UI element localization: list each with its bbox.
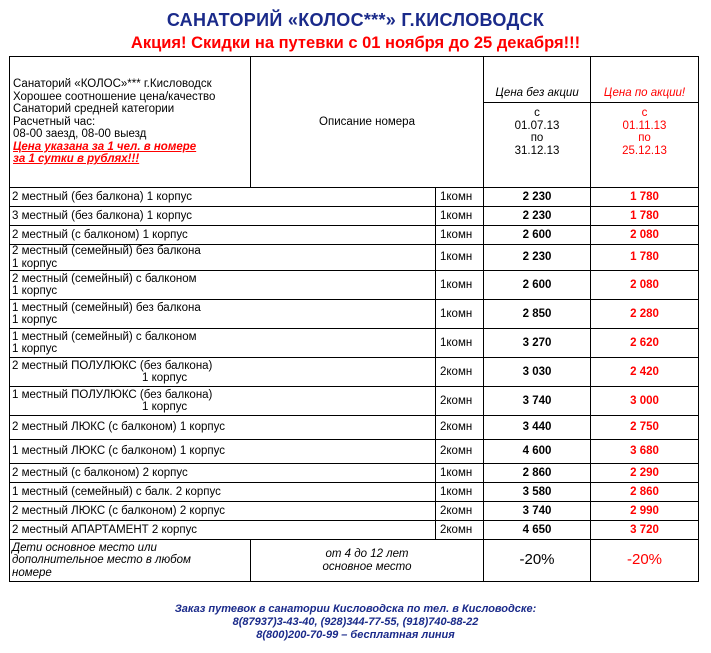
regular-date-line: по [530,132,544,145]
table-row [10,464,699,483]
room-name-line: 1 местный (семейный) с балконом [12,330,197,343]
room-name-line: 1 местный (семейный) с балк. 2 корпус [12,485,221,498]
room-count: 1комн [436,464,484,483]
description-header: Описание номера [251,57,484,188]
regular-price: 2 230 [484,207,591,226]
room-name-line: 1 корпус [12,285,58,297]
promo-date-line: с [641,107,648,120]
room-count: 2комн [436,416,484,440]
room-name-line: 1 местный ПОЛУЛЮКС (без балкона) [12,388,213,401]
regular-price-header [484,57,591,188]
table-row [10,188,699,207]
room-name [10,440,436,464]
table-row [10,226,699,245]
room-name-line: 3 местный (без балкона) 1 корпус [12,209,192,222]
room-name-line: 2 местный (с балконом) 2 корпус [12,466,188,479]
children-promo-discount: -20% [591,540,699,582]
table-row [10,245,699,271]
children-age-line: основное место [322,560,412,573]
room-name-line: 1 местный (семейный) без балкона [12,301,201,314]
room-name [10,521,436,540]
children-label-line: дополнительное место в любом [12,554,191,567]
room-name-line: 1 корпус [12,257,58,270]
room-count: 1комн [436,329,484,358]
regular-price: 3 740 [484,502,591,521]
children-label-line: номере [12,566,52,579]
room-name [10,416,436,440]
regular-price: 2 230 [484,245,591,271]
info-line: Санаторий средней категории [13,103,175,116]
promo-price: 2 290 [591,464,699,483]
info-line: Хорошее соотношение цена/качество [13,90,216,103]
regular-price: 3 740 [484,387,591,416]
room-name-line: 2 местный (семейный) с балконом [12,272,197,285]
children-age [251,540,484,582]
regular-price: 2 860 [484,464,591,483]
room-count: 2комн [436,440,484,464]
promo-price: 1 780 [591,245,699,271]
info-line: 08-00 заезд, 08-00 выезд [13,128,147,141]
page-title: САНАТОРИЙ «КОЛОС***» Г.КИСЛОВОДСК [166,10,545,30]
room-name-line: 2 местный (без балкона) 1 корпус [12,190,192,203]
room-count: 1комн [436,483,484,502]
contacts-line: 8(87937)3-43-40, (928)344-77-55, (918)740-88-22 [232,616,479,628]
room-name-line: 1 местный ЛЮКС (с балконом) 1 корпус [12,445,225,458]
room-count: 1комн [436,271,484,300]
room-name [10,188,436,207]
children-row [10,540,699,582]
regular-price: 3 440 [484,416,591,440]
contacts-line: 8(800)200-70-99 – бесплатная линия [256,629,455,641]
room-name-line: 2 местный АПАРТАМЕНТ 2 корпус [12,523,198,536]
regular-price: 2 850 [484,300,591,329]
table-row [10,521,699,540]
room-count: 1комн [436,188,484,207]
room-name [10,271,436,300]
room-name-line: 2 местный ЛЮКС (с балконом) 1 корпус [12,421,225,434]
promo-price: 2 620 [591,329,699,358]
regular-price: 3 270 [484,329,591,358]
promo-banner: Акция! Скидки на путевки с 01 ноября до 25 декабря!!! [130,34,581,52]
room-count: 1комн [436,226,484,245]
promo-price: 2 080 [591,271,699,300]
room-count: 1комн [436,207,484,226]
table-row [10,207,699,226]
room-name-line: 1 корпус [142,372,188,384]
room-name [10,226,436,245]
room-count: 1комн [436,245,484,271]
table-row [10,271,699,300]
promo-price: 1 780 [591,188,699,207]
regular-price: 2 600 [484,226,591,245]
room-name [10,245,436,271]
children-regular-discount: -20% [484,540,591,582]
room-count: 2комн [436,387,484,416]
room-name [10,464,436,483]
regular-price: 2 600 [484,271,591,300]
room-name [10,329,436,358]
regular-price: 4 600 [484,440,591,464]
promo-price: 2 280 [591,300,699,329]
promo-date-line: 25.12.13 [622,144,667,157]
table-row [10,440,699,464]
promo-price-title: Цена по акции! [591,87,698,104]
room-count: 2комн [436,502,484,521]
info-line: Санаторий «КОЛОС»*** г.Кисловодск [13,78,212,91]
promo-price: 2 750 [591,416,699,440]
promo-price: 3 000 [591,387,699,416]
contacts-line: Заказ путевок в санатории Кисловодска по тел. в Кисловодске: [174,603,537,615]
regular-date-line: 01.07.13 [514,119,560,132]
promo-price: 3 680 [591,440,699,464]
table-row [10,358,699,387]
room-name-line: 1 корпус [12,314,58,326]
regular-date-line: с [534,107,540,120]
room-name-line: 1 корпус [12,343,58,355]
regular-price: 3 580 [484,483,591,502]
room-count: 2комн [436,358,484,387]
room-name-line: 2 местный (семейный) без балкона [12,245,201,257]
table-row [10,483,699,502]
room-name [10,502,436,521]
price-table [9,56,699,582]
promo-price: 3 720 [591,521,699,540]
price-note: Цена указана за 1 чел. в номере [13,140,197,153]
regular-price: 2 230 [484,188,591,207]
info-line: Расчетный час: [13,115,96,128]
sanatorium-info [10,57,251,188]
promo-price: 2 420 [591,358,699,387]
promo-date-line: по [638,132,651,145]
promo-date-line: 01.11.13 [622,119,667,132]
children-age-line: от 4 до 12 лет [325,548,409,560]
table-row [10,502,699,521]
table-row [10,416,699,440]
regular-price: 4 650 [484,521,591,540]
room-name-line: 2 местный ПОЛУЛЮКС (без балкона) [12,359,213,372]
children-label-line: Дети основное место или [12,541,157,554]
promo-price: 1 780 [591,207,699,226]
room-count: 2комн [436,521,484,540]
promo-price: 2 990 [591,502,699,521]
regular-date-line: 31.12.13 [514,144,560,157]
table-header-row [10,57,699,188]
children-label [10,540,251,582]
promo-price: 2 080 [591,226,699,245]
table-row [10,329,699,358]
price-note: за 1 сутки в рублях!!! [13,153,140,166]
room-count: 1комн [436,300,484,329]
room-name-line: 2 местный (с балконом) 1 корпус [12,228,188,241]
room-name-line: 1 корпус [142,401,188,413]
room-name [10,387,436,416]
regular-price: 3 030 [484,358,591,387]
booking-contacts [0,603,711,642]
table-row [10,387,699,416]
room-name [10,207,436,226]
promo-price: 2 860 [591,483,699,502]
room-name [10,358,436,387]
regular-price-title: Цена без акции [484,87,590,104]
room-name [10,300,436,329]
room-name-line: 2 местный ЛЮКС (с балконом) 2 корпус [12,504,225,517]
promo-price-header [591,57,699,188]
room-name [10,483,436,502]
table-row [10,300,699,329]
